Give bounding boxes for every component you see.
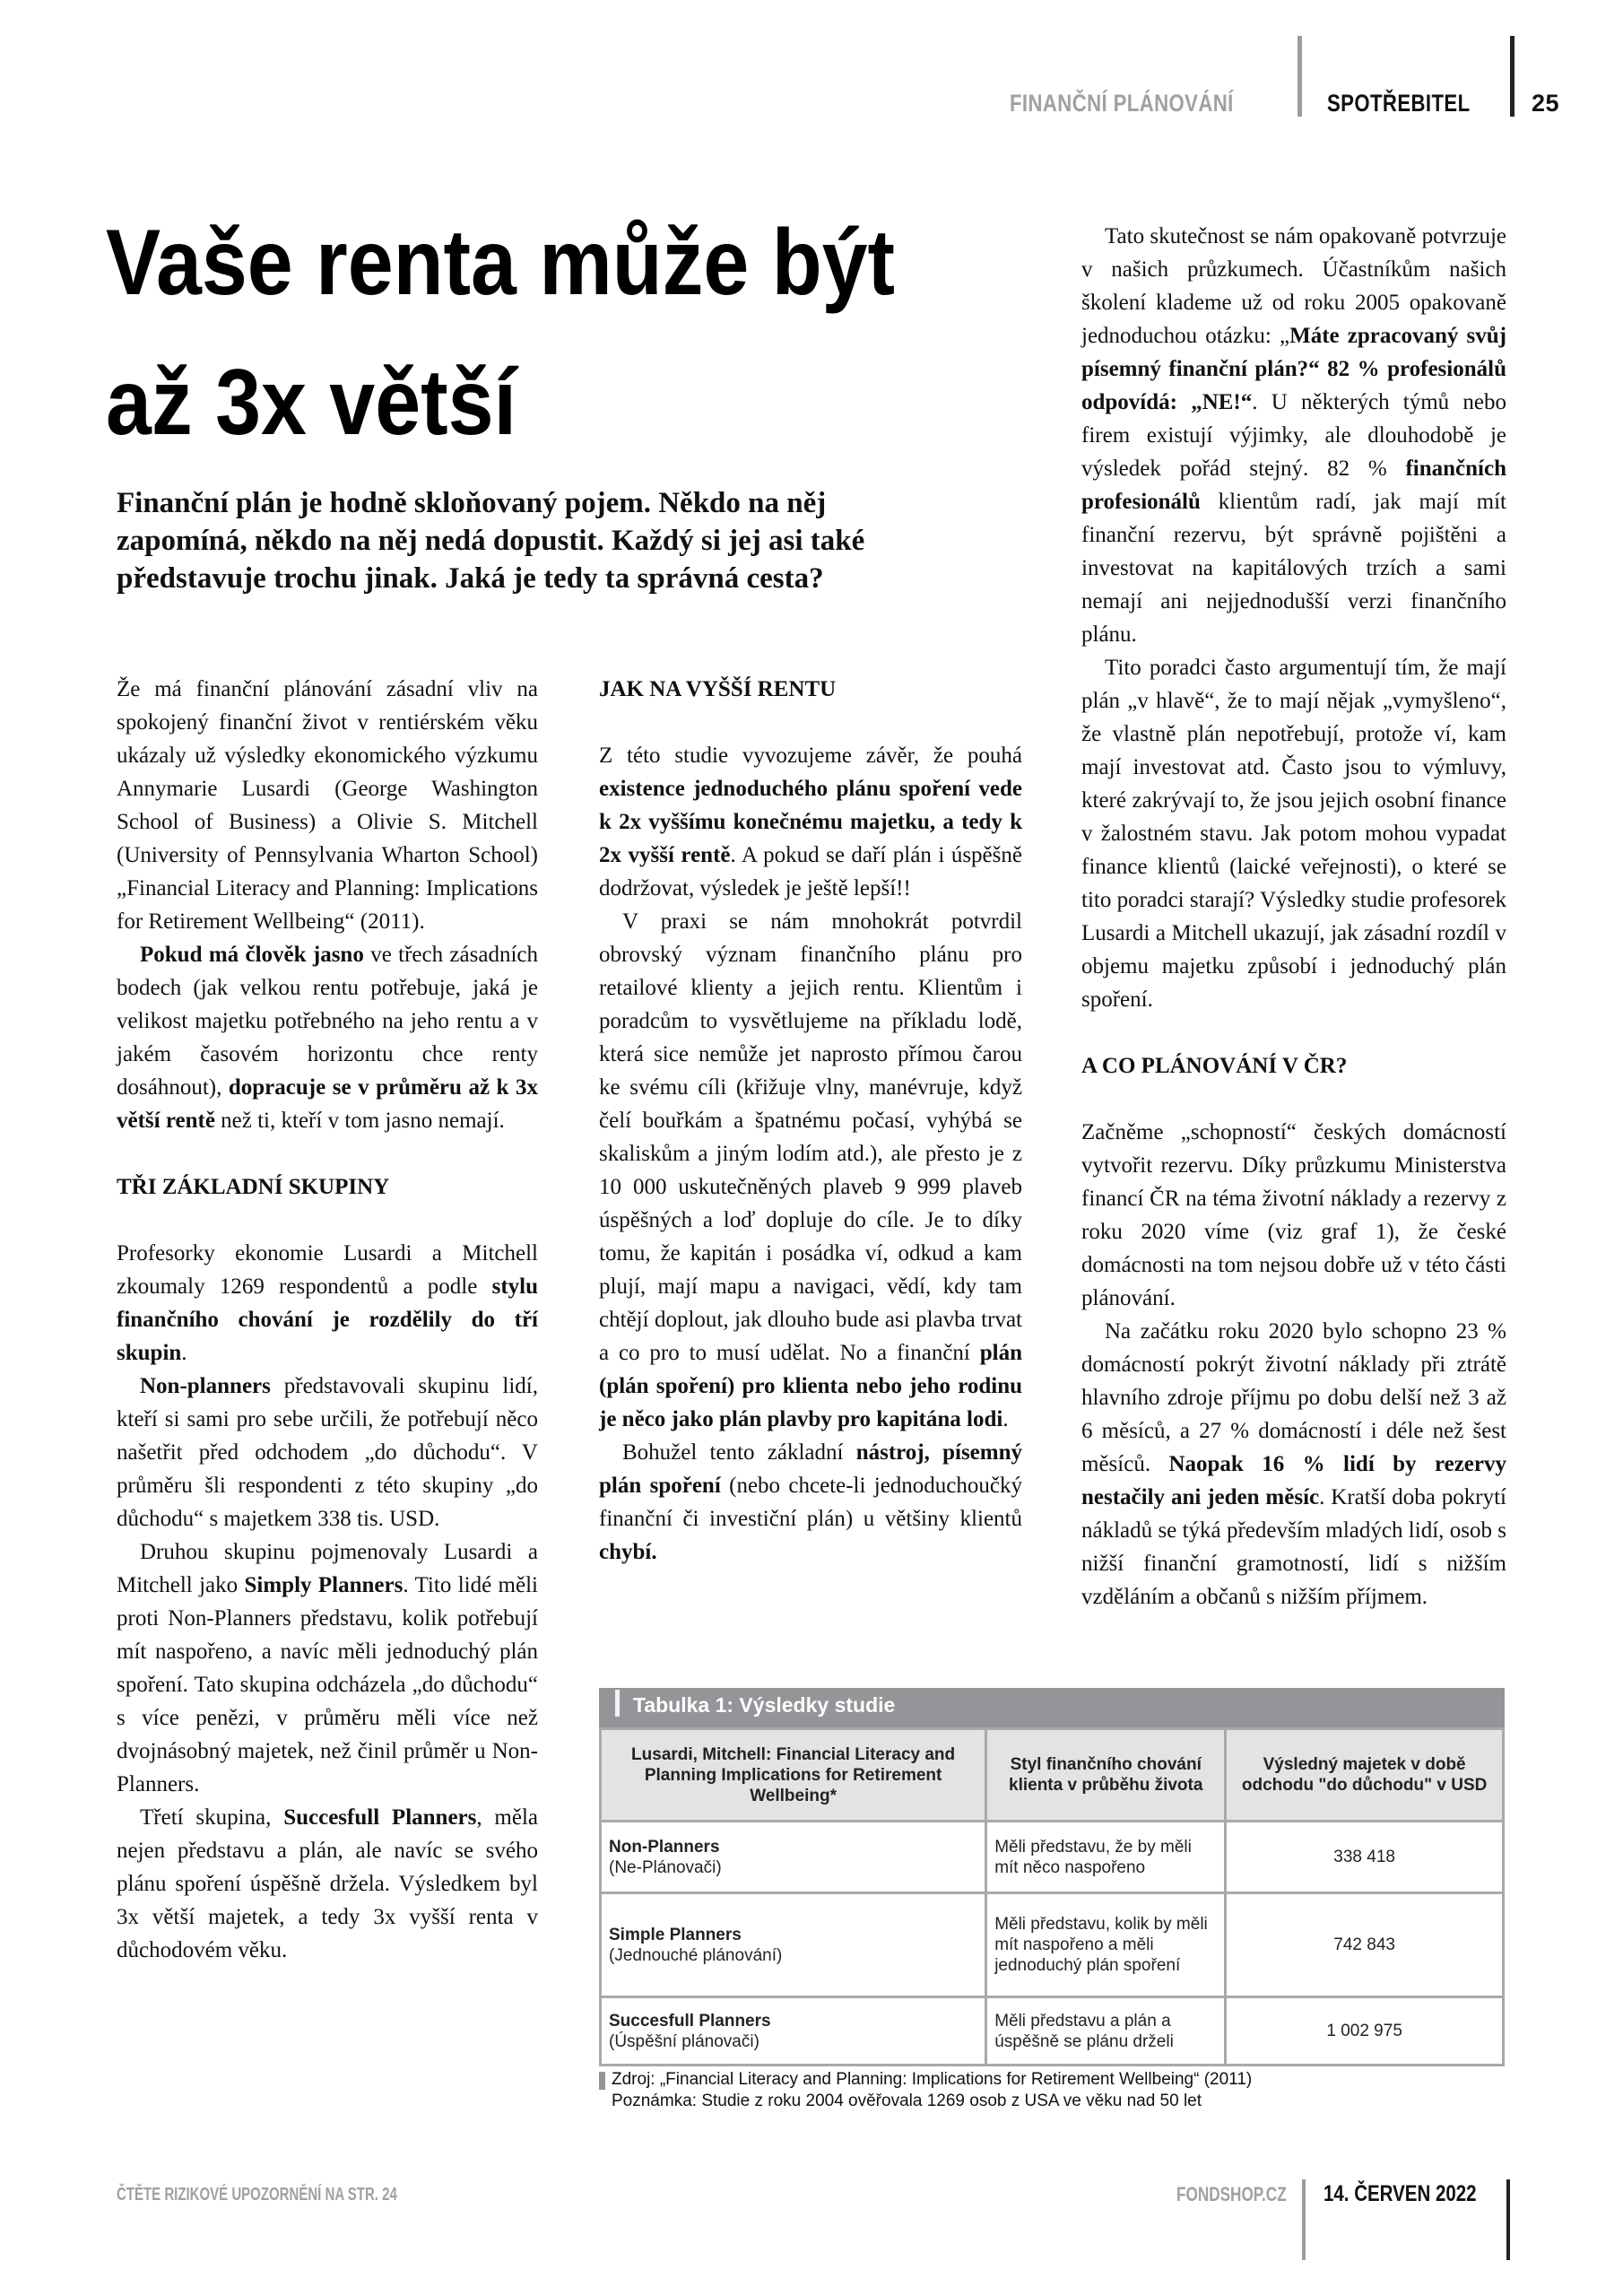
text: klientům radí, jak mají mít finanční rezervu, být správně pojištěni a investovat na kapitálových trzích a sami nemají ani nejjednodušší verzi finančního plánu. [1081, 490, 1506, 647]
assets-cell: 338 418 [1226, 1822, 1504, 1893]
text: Druhou skupinu pojmenovaly Lusardi a Mitchell jako [117, 1540, 538, 1597]
paragraph [1081, 1315, 1506, 1613]
group-cell [601, 1893, 986, 1997]
title-marker [615, 1690, 620, 1717]
bold-text: existence jednoduchého plánu spoření vede k 2x vyššímu konečnému majetku, a tedy k 2x vyšší rentě [599, 777, 1022, 867]
group-name: Simple Planners [609, 1925, 742, 1944]
paragraph [117, 1237, 538, 1370]
text: Třetí skupina, [140, 1805, 284, 1830]
text: představovali skupinu lidí, kteří si sami pro sebe určili, že potřebují něco našetřit před odchodem „do důchodu“. V průměru šli respondenti z této skupiny „do důchodu“ s majetkem 338 tis. USD. [117, 1374, 538, 1531]
results-table [599, 1688, 1505, 2112]
column-header: Lusardi, Mitchell: Financial Literacy and Planning Implications for Retirement Wellbeing* [601, 1729, 986, 1822]
bold-text: plán (plán spoření) pro klienta nebo jeho rodinu je něco jako plán plavby pro kapitána lodi [599, 1341, 1022, 1431]
group-name-cz: (Úspěšní plánovači) [609, 2031, 759, 2051]
paragraph [117, 1801, 538, 1967]
text: . [181, 1341, 187, 1365]
text: . A pokud se daří plán i úspěšně dodržovat, výsledek je ještě lepší!! [599, 843, 1022, 900]
bold-text: chybí. [599, 1540, 657, 1564]
bold-text: finančních profesionálů [1081, 457, 1506, 514]
group-name-cz: (Ne-Plánovači) [609, 1857, 722, 1877]
subsection-label: SPOTŘEBITEL [1327, 90, 1471, 117]
group-name: Non-Planners [609, 1837, 720, 1857]
table-row [601, 1822, 1504, 1893]
column-header: Výsledný majetek v době odchodu "do důchodu" v USD [1226, 1729, 1504, 1822]
site-name: FONDSHOP.CZ [1176, 2183, 1287, 2205]
table-title-bar [599, 1688, 1505, 1727]
bold-text: Simply Planners [244, 1573, 404, 1597]
column-2 [599, 673, 1022, 1569]
page-header [0, 0, 1623, 126]
paragraph [599, 1436, 1022, 1569]
text: Bohužel tento základní [622, 1440, 856, 1465]
footer-divider [1302, 2179, 1306, 2260]
header-divider [1298, 36, 1302, 117]
table-row [601, 1997, 1504, 2066]
style-cell: Měli představu, že by měli mít něco naspořeno [986, 1822, 1226, 1893]
bold-text: nástroj, písemný plán spoření [599, 1440, 1022, 1498]
section-label: FINANČNÍ PLÁNOVÁNÍ [1010, 90, 1234, 117]
footer-divider [1506, 2179, 1510, 2260]
title-line: Vaše renta může být [106, 211, 895, 315]
text: . Tito lidé měli proti Non-Planners představu, kolik potřebují mít naspořeno, a navíc měli jednoduchý plán spoření. Tato skupina odcházela „do důchodu“ s více penězi, v průměru měli více než dvojnásobný majetek, než činil průměr u Non-Planners. [117, 1573, 538, 1796]
study-table [599, 1727, 1505, 2066]
text: . Kratší doba pokrytí nákladů se týká především mladých lidí, osob s nižší finanční gramotností, lidí s nižším vzděláním a občanů s nižším příjmem. [1081, 1485, 1506, 1609]
paragraph: Že má finanční plánování zásadní vliv na spokojený finanční život v rentiérském věku ukázaly už výsledky ekonomického výzkumu Annymarie Lusardi (George Washington School of Business) a Olivie S. Mitchell (University of Pennsylvania Wharton School) „Financial Literacy and Planning: Implications for Retirement Wellbeing“ (2011). [117, 677, 538, 934]
column-1 [117, 673, 538, 1967]
text: V praxi se nám mnohokrát potvrdil obrovský význam finančního plánu pro retailové klienty a jejich rentu. Klientům i poradcům to vysvětlujeme na příkladu lodě, která sice nemůže jet naprosto přímou čarou ke svému cíli (křižuje vlny, manévruje, když čelí bouřkám a špatnému počasí, vyhýbá se skaliskům a jiným lodím atd.), ale přesto je z 10 000 uskutečněných plaveb 9 999 plaveb úspěšných a loď dopluje do cíle. Je to díky tomu, že kapitán i posádka ví, odkud a kam plují, mají mapu a navigaci, vědí, kdy tam chtějí doplout, jak dlouho bude asi plavba trvat a co pro to musí udělat. No a finanční [599, 909, 1022, 1365]
source-marker [599, 2072, 605, 2090]
table-header-row [601, 1729, 1504, 1822]
table-source [599, 2069, 1505, 2112]
bold-text: dopracuje se v průměru až k 3x větší rentě [117, 1075, 538, 1133]
text: (nebo chcete-li jednoduchoučký finanční či investiční plán) u většiny klientů [599, 1474, 1023, 1531]
text: ve třech zásadních bodech (jak velkou rentu potřebuje, jaká je velikost majetku potřebného na jeho rentu a v jakém časovém horizontu chce renty dosáhnout), [117, 943, 538, 1100]
text: Profesorky ekonomie Lusardi a Mitchell zkoumaly 1269 respondentů a podle [117, 1241, 538, 1299]
source-text: Zdroj: „Financial Literacy and Planning: Implications for Retirement Wellbeing“ (2011) [612, 2070, 1253, 2089]
paragraph [117, 1535, 538, 1801]
paragraph [1081, 220, 1506, 651]
text: Na začátku roku 2020 bylo schopno 23 % domácností pokrýt životní náklady při ztrátě hlavního zdroje příjmu po dobu delší než 3 až 6 měsíců, a 27 % domácností i déle než šest měsíců. [1081, 1319, 1506, 1476]
bold-text: Succesfull Planners [283, 1805, 477, 1830]
paragraph [599, 905, 1022, 1436]
bold-text: Máte zpracovaný svůj písemný finanční plán?“ 82 % profesionálů odpovídá: „NE!“ [1081, 324, 1506, 414]
article-title [106, 193, 895, 473]
text: . [1002, 1407, 1009, 1431]
header-divider [1510, 36, 1515, 117]
paragraph: Začněme „schopností“ českých domácností vytvořit rezervu. Díky průzkumu Ministerstva financí ČR na téma životní náklady a rezervy z roku 2020 víme (viz graf 1), že české domácnosti na tom nejsou dobře už v této části plánování. [1081, 1120, 1506, 1310]
bold-text: Non-planners [140, 1374, 271, 1398]
text: Z této studie vyvozujeme závěr, že pouhá [599, 744, 1022, 768]
paragraph [599, 739, 1022, 905]
title-line: až 3x větší [106, 351, 516, 455]
paragraph [117, 1370, 538, 1535]
assets-cell: 1 002 975 [1226, 1997, 1504, 2066]
style-cell: Měli představu a plán a úspěšně se plánu drželi [986, 1997, 1226, 2066]
column-header: Styl finančního chování klienta v průběhu života [986, 1729, 1226, 1822]
text: Tato skutečnost se nám opakovaně potvrzuje v našich průzkumech. Účastníkům našich školení klademe už od roku 2005 opakovaně jednoduchou otázku: „ [1081, 224, 1506, 348]
assets-cell: 742 843 [1226, 1893, 1504, 1997]
paragraph: Tito poradci často argumentují tím, že mají plán „v hlavě“, že to mají nějak „vymyšleno“, že vlastně plán nepotřebují, protože ví, kam mají investovat atd. Často jsou to výmluvy, které zakrývají to, že jsou jejich osobní finance v žalostném stavu. Jak potom mohou vypadat finance klientů (laické veřejnosti), o které se tito poradci starají? Výsledky studie profesorek Lusardi a Mitchell ukazují, jak zásadní rozdíl v objemu majetku způsobí i jednoduchý plán spoření. [1081, 656, 1506, 1012]
table-title: Tabulka 1: Výsledky studie [633, 1693, 896, 1717]
risk-notice: ČTĚTE RIZIKOVÉ UPOZORNĚNÍ NA STR. 24 [117, 2185, 397, 2205]
column-3 [1081, 220, 1506, 1613]
style-cell: Měli představu, kolik by měli mít naspořeno a měli jednoduchý plán spoření [986, 1893, 1226, 1997]
text: než ti, kteří v tom jasno nemají. [214, 1109, 505, 1133]
bold-text: Pokud má člověk jasno [140, 943, 364, 967]
text: . U některých týmů nebo firem existují výjimky, ale dlouhodobě je výsledek pořád stejný. 82 % [1081, 390, 1506, 481]
section-heading: JAK NA VYŠŠÍ RENTU [599, 677, 837, 701]
section-heading: TŘI ZÁKLADNÍ SKUPINY [117, 1175, 390, 1199]
bold-text: stylu finančního chování je rozdělily do tří skupin [117, 1274, 538, 1365]
group-cell [601, 1822, 986, 1893]
note-text: Poznámka: Studie z roku 2004 ověřovala 1269 osob z USA ve věku nad 50 let [612, 2092, 1202, 2110]
issue-date: 14. ČERVEN 2022 [1324, 2181, 1477, 2206]
page-number: 25 [1532, 90, 1560, 117]
text: , měla nejen představu a plán, ale navíc se svého plánu spoření úspěšně držela. Výsledkem byl 3x větší majetek, a tedy 3x vyšší renta v důchodovém věku. [117, 1805, 538, 1962]
article-lead: Finanční plán je hodně skloňovaný pojem. Někdo na něj zapomíná, někdo na něj nedá dopustit. Každý si jej asi také představuje trochu jinak. Jaká je tedy ta správná cesta? [117, 487, 865, 595]
page-footer [0, 2170, 1623, 2296]
group-name-cz: (Jednouché plánování) [609, 1945, 783, 1965]
group-cell [601, 1997, 986, 2066]
section-heading: A CO PLÁNOVÁNÍ V ČR? [1081, 1054, 1348, 1078]
table-row [601, 1893, 1504, 1997]
bold-text: Naopak 16 % lidí by rezervy nestačily ani jeden měsíc [1081, 1452, 1506, 1509]
group-name: Succesfull Planners [609, 2011, 771, 2031]
paragraph [117, 938, 538, 1137]
